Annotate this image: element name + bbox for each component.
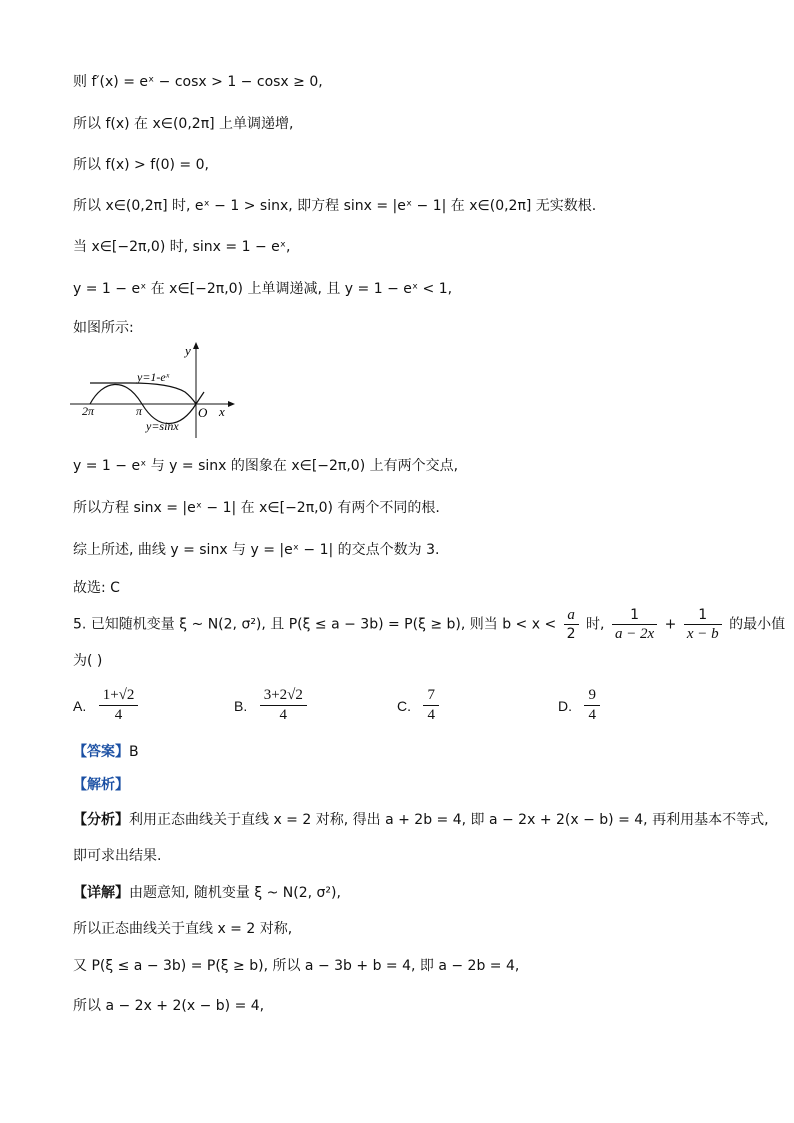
detail-line-2: 又 P(ξ ≤ a − 3b) = P(ξ ≥ b), 所以 a − 3b + b = 4, 即 a − 2b = 4, bbox=[73, 958, 520, 974]
fenxi-tag: 【分析】 bbox=[73, 812, 129, 828]
frac1-den: a − 2x bbox=[614, 626, 655, 642]
frac1-num: 1 bbox=[612, 606, 657, 625]
solution-line-9: 所以方程 sinx = |eˣ − 1| 在 x∈[−2π,0) 有两个不同的根. bbox=[73, 500, 440, 516]
function-graph-figure bbox=[70, 340, 240, 445]
option-b-num: 3+2√2 bbox=[260, 686, 307, 706]
option-d-label: D. bbox=[558, 697, 572, 714]
frac2-den: x − b bbox=[686, 626, 719, 642]
analysis-tag-line bbox=[73, 775, 129, 795]
option-d-den: 4 bbox=[588, 707, 596, 723]
solution-line-7: 如图所示: bbox=[73, 320, 134, 336]
y-axis-arrow bbox=[193, 342, 199, 349]
option-d[interactable] bbox=[558, 686, 600, 725]
plus-sign: + bbox=[664, 616, 677, 633]
option-b-label: B. bbox=[234, 697, 248, 714]
answer-value: B bbox=[129, 744, 139, 760]
option-d-num: 9 bbox=[584, 686, 600, 706]
option-c-label: C. bbox=[397, 697, 411, 714]
option-c[interactable] bbox=[397, 686, 439, 725]
x-axis-arrow bbox=[228, 401, 235, 407]
frac2-num: 1 bbox=[684, 606, 722, 625]
xiangjie-tag: 【详解】 bbox=[73, 885, 129, 901]
option-c-fraction bbox=[423, 686, 439, 725]
answer-tag: 【答案】 bbox=[73, 744, 129, 760]
detail-line-1: 所以正态曲线关于直线 x = 2 对称, bbox=[73, 921, 293, 937]
option-a-den: 4 bbox=[114, 707, 123, 723]
question-stem-part2: 时, bbox=[586, 616, 605, 633]
question-5-stem bbox=[73, 606, 785, 643]
xiangjie-line bbox=[73, 883, 341, 903]
option-d-fraction bbox=[584, 686, 600, 725]
question-stem-part1: 已知随机变量 ξ ~ N(2, σ²), 且 P(ξ ≤ a − 3b) = P(ξ ≥ b), 则当 b < x < bbox=[90, 616, 557, 633]
solution-line-11: 故选: C bbox=[73, 580, 120, 596]
option-a[interactable] bbox=[73, 686, 138, 725]
fenxi-line2: 即可求出结果. bbox=[73, 848, 162, 864]
stem-frac-num: a bbox=[564, 606, 579, 625]
stem-fraction-1 bbox=[612, 606, 657, 643]
curve-label-one-minus-exp: y=1-eˣ bbox=[137, 370, 170, 384]
x-axis-label: x bbox=[219, 404, 225, 419]
detail-line-3: 所以 a − 2x + 2(x − b) = 4, bbox=[73, 998, 265, 1014]
curve-label-sinx: y=sinx bbox=[146, 419, 179, 433]
y-axis-label: y bbox=[185, 343, 191, 358]
question-stem-part3: 的最小值 bbox=[729, 616, 786, 633]
tick-label-pi: π bbox=[136, 404, 143, 418]
option-c-den: 4 bbox=[427, 707, 435, 723]
solution-line-5: 当 x∈[−2π,0) 时, sinx = 1 − eˣ, bbox=[73, 239, 291, 255]
solution-line-1: 则 f′(x) = eˣ − cosx > 1 − cosx ≥ 0, bbox=[73, 74, 323, 90]
answer-line bbox=[73, 742, 139, 762]
question-5-stem-line2: 为( ) bbox=[73, 653, 103, 669]
solution-line-10: 综上所述, 曲线 y = sinx 与 y = |eˣ − 1| 的交点个数为 3. bbox=[73, 542, 440, 558]
option-a-num: 1+√2 bbox=[99, 686, 139, 706]
option-a-label: A. bbox=[73, 697, 87, 714]
fenxi-line bbox=[73, 810, 769, 830]
solution-line-2: 所以 f(x) 在 x∈(0,2π] 上单调递增, bbox=[73, 116, 294, 132]
stem-frac-den: 2 bbox=[566, 626, 576, 642]
solution-line-8: y = 1 − eˣ 与 y = sinx 的图象在 x∈[−2π,0) 上有两个交点, bbox=[73, 458, 459, 474]
fenxi-text: 利用正态曲线关于直线 x = 2 对称, 得出 a + 2b = 4, 即 a − 2x + 2(x − b) = 4, 再利用基本不等式, bbox=[129, 812, 769, 828]
tick-label-2pi: 2π bbox=[82, 404, 95, 418]
solution-line-6: y = 1 − eˣ 在 x∈[−2π,0) 上单调递减, 且 y = 1 − eˣ < 1, bbox=[73, 281, 453, 297]
stem-fraction-2 bbox=[684, 606, 722, 643]
stem-fraction-a-over-2 bbox=[564, 606, 579, 643]
origin-label: O bbox=[198, 405, 208, 420]
option-a-fraction bbox=[99, 686, 139, 725]
question-number: 5. bbox=[73, 616, 87, 633]
xiangjie-text: 由题意知, 随机变量 ξ ~ N(2, σ²), bbox=[129, 885, 341, 901]
option-b-den: 4 bbox=[279, 707, 288, 723]
analysis-tag: 【解析】 bbox=[73, 777, 129, 793]
solution-line-4: 所以 x∈(0,2π] 时, eˣ − 1 > sinx, 即方程 sinx = |eˣ − 1| 在 x∈(0,2π] 无实数根. bbox=[73, 198, 597, 214]
option-c-num: 7 bbox=[423, 686, 439, 706]
option-b[interactable] bbox=[234, 686, 307, 725]
option-b-fraction bbox=[260, 686, 307, 725]
solution-line-3: 所以 f(x) > f(0) = 0, bbox=[73, 157, 209, 173]
